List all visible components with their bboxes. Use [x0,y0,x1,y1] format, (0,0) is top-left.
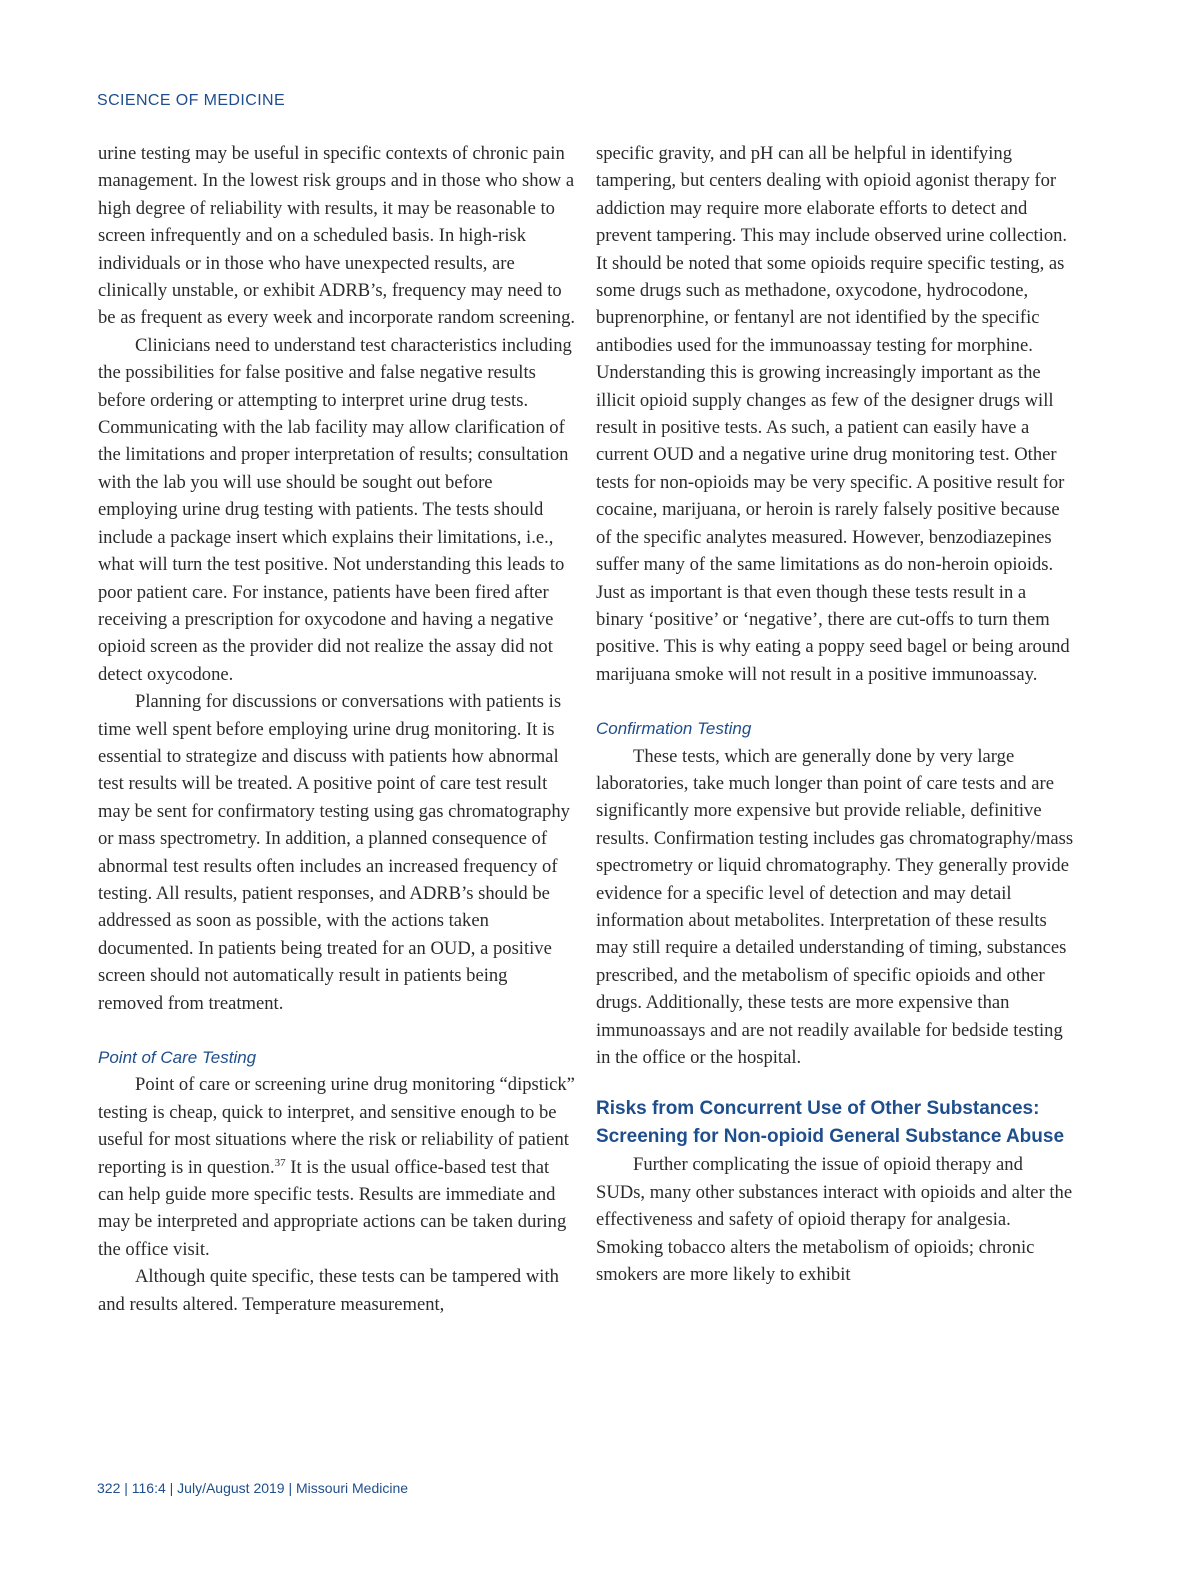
subheading-point-of-care: Point of Care Testing [98,1048,257,1067]
paragraph: specific gravity, and pH can all be helpful in identifying tampering, but centers dealing with opioid agonist therapy for addiction may require more elaborate efforts to detect and prevent tampering. This may include observed urine collection. It should be noted that some opioids require specific testing, as some drugs such as methadone, oxycodone, hydrocodone, buprenorphine, or fentanyl are not identified by the specific antibodies used for the immunoassay testing for morphine. Understanding this is growing increasingly important as the illicit opioid supply changes as few of the designer drugs will result in positive tests. As such, a patient can easily have a current OUD and a negative urine drug monitoring test. Other tests for non-opioids may be very specific. A positive result for cocaine, marijuana, or heroin is rarely falsely positive because of the specific analytes measured. However, benzodiazepines suffer many of the same limitations as do non-heroin opioids. Just as important is that even though these tests result in a binary ‘positive’ or ‘negative’, there are cut-offs to turn them positive. This is why eating a poppy seed bagel or being around marijuana smoke will not result in a positive immunoassay. [596,143,1070,685]
reference-superscript: 37 [274,1156,286,1169]
paragraph: Clinicians need to understand test characteristics including the possibilities for false positive and false negative results before ordering or attempting to interpret urine drug tests. Communicating with the lab facility may allow clarification of the limitations and proper interpretation of results; consultation with the lab you will use should be sought out before employing urine drug testing with patients. The tests should include a package insert which explains their limitations, i.e., what will turn the test positive. Not understanding this leads to poor patient care. For instance, patients have been fired after receiving a prescription for oxycodone and having a negative opioid screen as the provider did not realize the assay did not detect oxycodone. [98,334,572,685]
paragraph: Although quite specific, these tests can be tampered with and results altered. Temperature measurement, [98,1266,559,1315]
paragraph: Further complicating the issue of opioid therapy and SUDs, many other substances interact with opioids and alter the effectiveness and safety of opioid therapy for analgesia. Smoking tobacco alters the metabolism of opioids; chronic smokers are more likely to exhibit [596,1154,1073,1286]
paragraph: Planning for discussions or conversations with patients is time well spent before employing urine drug monitoring. It is essential to strategize and discuss with patients how abnormal test results will be treated. A positive point of care test result may be sent for confirmatory testing using gas chromatography or mass spectrometry. In addition, a planned consequence of abnormal test results often includes an increased frequency of testing. All results, patient responses, and ADRB’s should be addressed as soon as possible, with the actions taken documented. In patients being treated for an OUD, a positive screen should not automatically result in patients being removed from treatment. [98,691,570,1014]
section-heading-risks: Risks from Concurrent Use of Other Substances: Screening for Non-opioid General Substance Abuse [596,1098,1065,1148]
left-column [98,140,576,1318]
paragraph-text: Point of care or screening urine drug monitoring “dipstick” testing is cheap, quick to interpret, and sensitive enough to be useful for most situations where the risk or reliability of patient reporting is in question. [98,1074,575,1178]
paragraph: urine testing may be useful in specific contexts of chronic pain management. In the lowest risk groups and in those who show a high degree of reliability with results, it may be reasonable to screen infrequently and on a scheduled basis. In high-risk individuals or in those who have unexpected results, are clinically unstable, or exhibit ADRB’s, frequency may need to be as frequent as every week and incorporate random screening. [98,143,576,329]
paragraph-text: It is the usual office-based test that can help guide more specific tests. Results are immediate and may be interpreted and appropriate actions can be taken during the office visit. [98,1156,567,1260]
paragraph [98,1071,576,1263]
subheading-confirmation: Confirmation Testing [596,719,752,739]
section-label: SCIENCE OF MEDICINE [97,92,286,109]
page-footer: 322 | 116:4 | July/August 2019 | Missouri Medicine [97,1480,409,1496]
paragraph: These tests, which are generally done by very large laboratories, take much longer than point of care tests and are significantly more expensive but provide reliable, definitive results. Confirmation testing includes gas chromatography/mass spectrometry or liquid chromatography. They generally provide evidence for a specific level of detection and may detail information about metabolites. Interpretation of these results may still require a detailed understanding of timing, substances prescribed, and the metabolism of specific opioids and other drugs. Additionally, these tests are more expensive than immunoassays and are not readily available for bedside testing in the office or the hospital. [596,745,1074,1068]
right-column [596,140,1076,1288]
